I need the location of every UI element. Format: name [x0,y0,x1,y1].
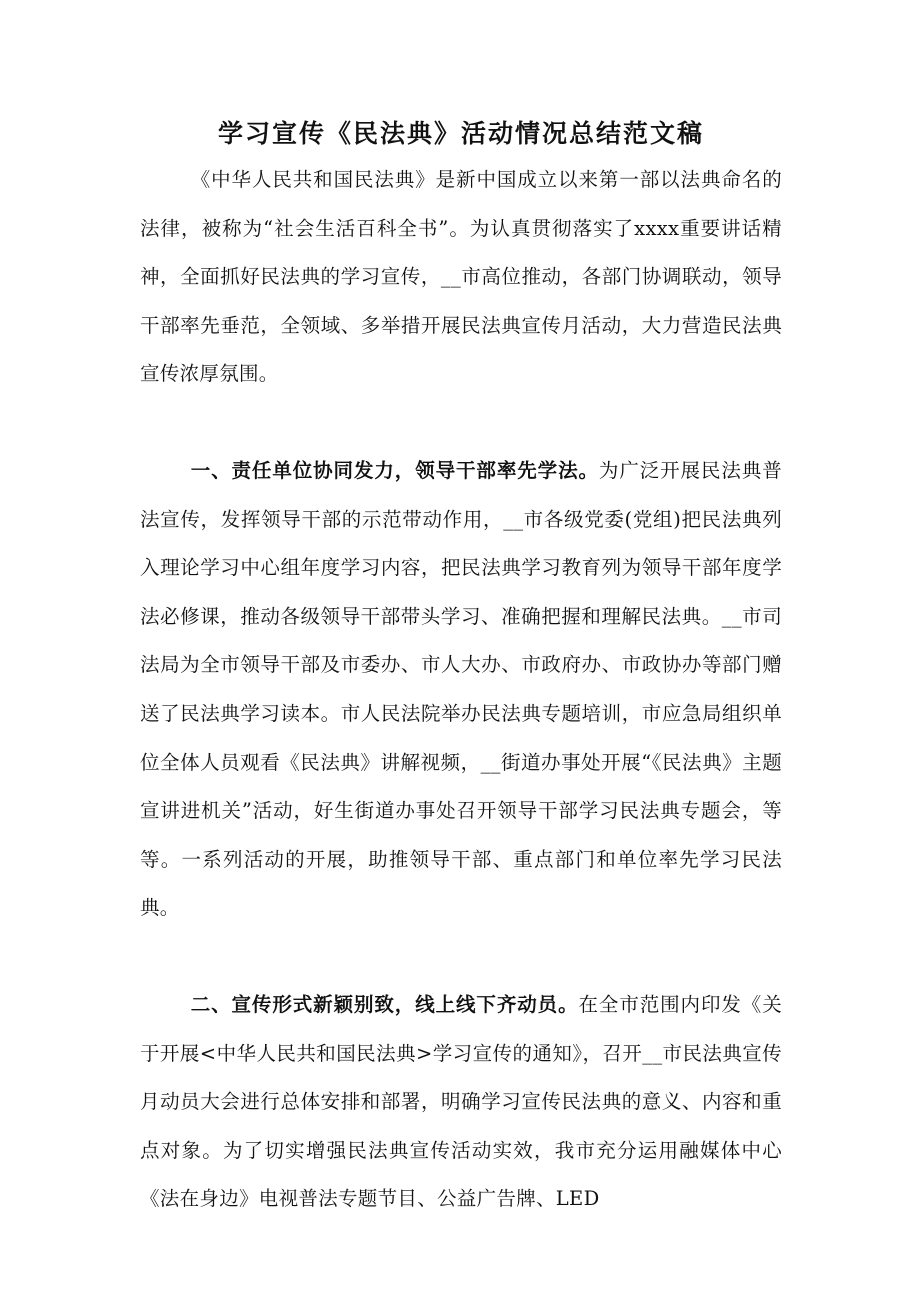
section-2-body: 在全市范围内印发《关于开展<中华人民共和国民法典>学习宣传的通知》，召开__市民法典宣传月动员大会进行总体安排和部署，明确学习宣传民法典的意义、内容和重点对象。为了切实增强民法典宣传活动实效，我市充分运用融媒体中心《法在身边》电视普法专题节目、公益广告牌、LED [140,992,782,1211]
section-1-heading: 一、责任单位协同发力，领导干部率先学法。 [190,458,599,482]
document-title: 学习宣传《民法典》活动情况总结范文稿 [217,119,704,148]
document-page [140,112,782,1224]
section-2-heading: 二、宣传形式新颖别致，线上线下齐动员。 [190,992,579,1016]
section-1-paragraph [140,447,782,933]
paragraph-gap [140,933,782,981]
section-2-paragraph [140,981,782,1224]
intro-paragraph: 《中华人民共和国民法典》是新中国成立以来第一部以法典命名的法律，被称为“社会生活百科全书”。为认真贯彻落实了xxxx重要讲话精神，全面抓好民法典的学习宣传，__市高位推动，各部门协调联动，领导干部率先垂范，全领域、多举措开展民法典宣传月活动，大力营造民法典宣传浓厚氛围。 [140,168,782,386]
section-1-body: 为广泛开展民法典普法宣传，发挥领导干部的示范带动作用，__市各级党委(党组)把民法典列入理论学习中心组年度学习内容，把民法典学习教育列为领导干部年度学法必修课，推动各级领导干部带头学习、准确把握和理解民法典。__市司法局为全市领导干部及市委办、市人大办、市政府办、市政协办等部门赠送了民法典学习读本。市人民法院举办民法典专题培训，市应急局组织单位全体人员观看《民法典》讲解视频，__街道办事处开展“《民法典》主题宣讲进机关”活动，好生街道办事处召开领导干部学习民法典专题会，等等。一系列活动的开展，助推领导干部、重点部门和单位率先学习民法典。 [140,458,782,920]
paragraph-gap [140,399,782,447]
